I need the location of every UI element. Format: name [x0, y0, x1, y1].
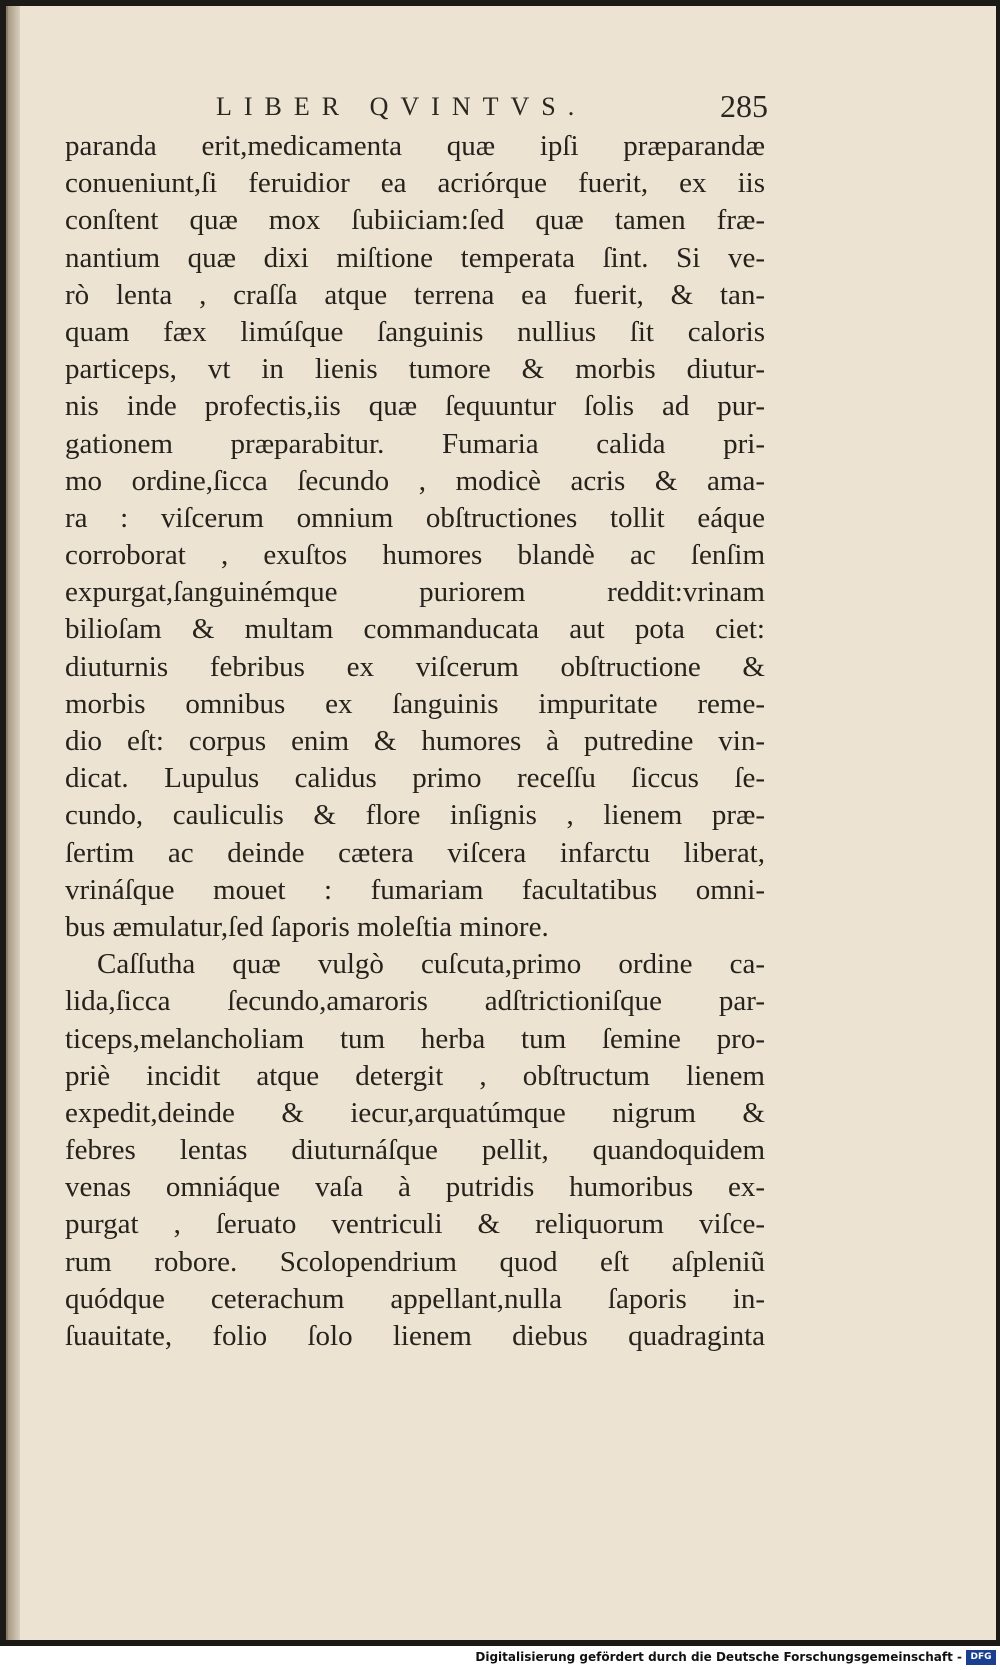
text-line: bus æmulatur,ſed ſaporis moleſtia minore.: [65, 910, 549, 943]
running-title: LIBER QVINTVS.: [216, 92, 587, 121]
text-line: quam fæx limúſque ſanguinis nullius ſit caloris: [65, 315, 765, 348]
text-line: ſuauitate, folio ſolo lienem diebus quadraginta: [65, 1320, 765, 1352]
text-line: cundo, cauliculis & flore inſignis , lienem præ-: [65, 799, 765, 832]
text-line: purgat , ſeruato ventriculi & reliquorum viſce-: [65, 1208, 765, 1241]
text-line: Caſſutha quæ vulgò cuſcuta,primo ordine ca-: [97, 948, 765, 981]
page-binding-edge: [8, 6, 20, 1640]
text-line: corroborat , exuſtos humores blandè ac ſenſim: [65, 539, 765, 572]
text-line: diuturnis febribus ex viſcerum obſtructione &: [65, 650, 765, 683]
text-line: priè incidit atque detergit , obſtructum lienem: [65, 1059, 765, 1092]
digitization-footer: [0, 1646, 1000, 1670]
text-line: gationem præparabitur. Fumaria calida pri-: [65, 427, 765, 460]
text-line: lida,ſicca ſecundo,amaroris adſtrictioniſque par-: [65, 985, 765, 1018]
text-line: rum robore. Scolopendrium quod eſt aſpleniũ: [65, 1245, 765, 1278]
text-line: conſtent quæ mox ſubiiciam:ſed quæ tamen fræ-: [65, 204, 765, 237]
text-line: bilioſam & multam commanducata aut pota ciet:: [65, 613, 765, 646]
text-line: febres lentas diuturnáſque pellit, quandoquidem: [65, 1134, 765, 1167]
text-line: nis inde profectis,iis quæ ſequuntur ſolis ad pur-: [65, 390, 765, 423]
text-line: particeps, vt in lienis tumore & morbis diutur-: [65, 353, 765, 386]
text-line: paranda erit,medicamenta quæ ipſi præparandæ: [65, 130, 765, 162]
text-line: ra : viſcerum omnium obſtructiones tollit eáque: [65, 501, 765, 534]
text-line: venas omniáque vaſa à putridis humoribus ex-: [65, 1171, 765, 1204]
text-line: morbis omnibus ex ſanguinis impuritate reme-: [65, 687, 765, 720]
body-text: [65, 128, 765, 1355]
text-line: ticeps,melancholiam tum herba tum ſemine pro-: [65, 1022, 765, 1055]
text-line: dio eſt: corpus enim & humores à putredine vin-: [65, 725, 765, 757]
page-number: 285: [720, 88, 768, 124]
text-line: dicat. Lupulus calidus primo receſſu ſiccus ſe-: [65, 762, 765, 795]
text-line: ſertim ac deinde cætera viſcera infarctu liberat,: [65, 836, 765, 869]
text-line: expurgat,ſanguinémque puriorem reddit:vrinam: [65, 576, 765, 609]
text-line: quódque ceterachum appellant,nulla ſaporis in-: [65, 1282, 765, 1315]
dfg-logo: DFG: [966, 1650, 996, 1665]
text-line: conueniunt,ſi feruidior ea acriórque fuerit, ex iis: [65, 167, 765, 200]
page-header: [8, 88, 996, 128]
text-line: expedit,deinde & iecur,arquatúmque nigrum &: [65, 1096, 765, 1129]
text-line: rò lenta , craſſa atque terrena ea fuerit, & tan-: [65, 278, 765, 311]
text-line: mo ordine,ſicca ſecundo , modicè acris & ama-: [65, 464, 765, 497]
book-page: [6, 6, 996, 1640]
text-line: vrináſque mouet : fumariam facultatibus omni-: [65, 873, 765, 906]
text-line: nantium quæ dixi miſtione temperata ſint. Si ve-: [65, 241, 765, 274]
funding-credit: Digitalisierung gefördert durch die Deutsche Forschungsgemeinschaft -: [475, 1650, 962, 1664]
